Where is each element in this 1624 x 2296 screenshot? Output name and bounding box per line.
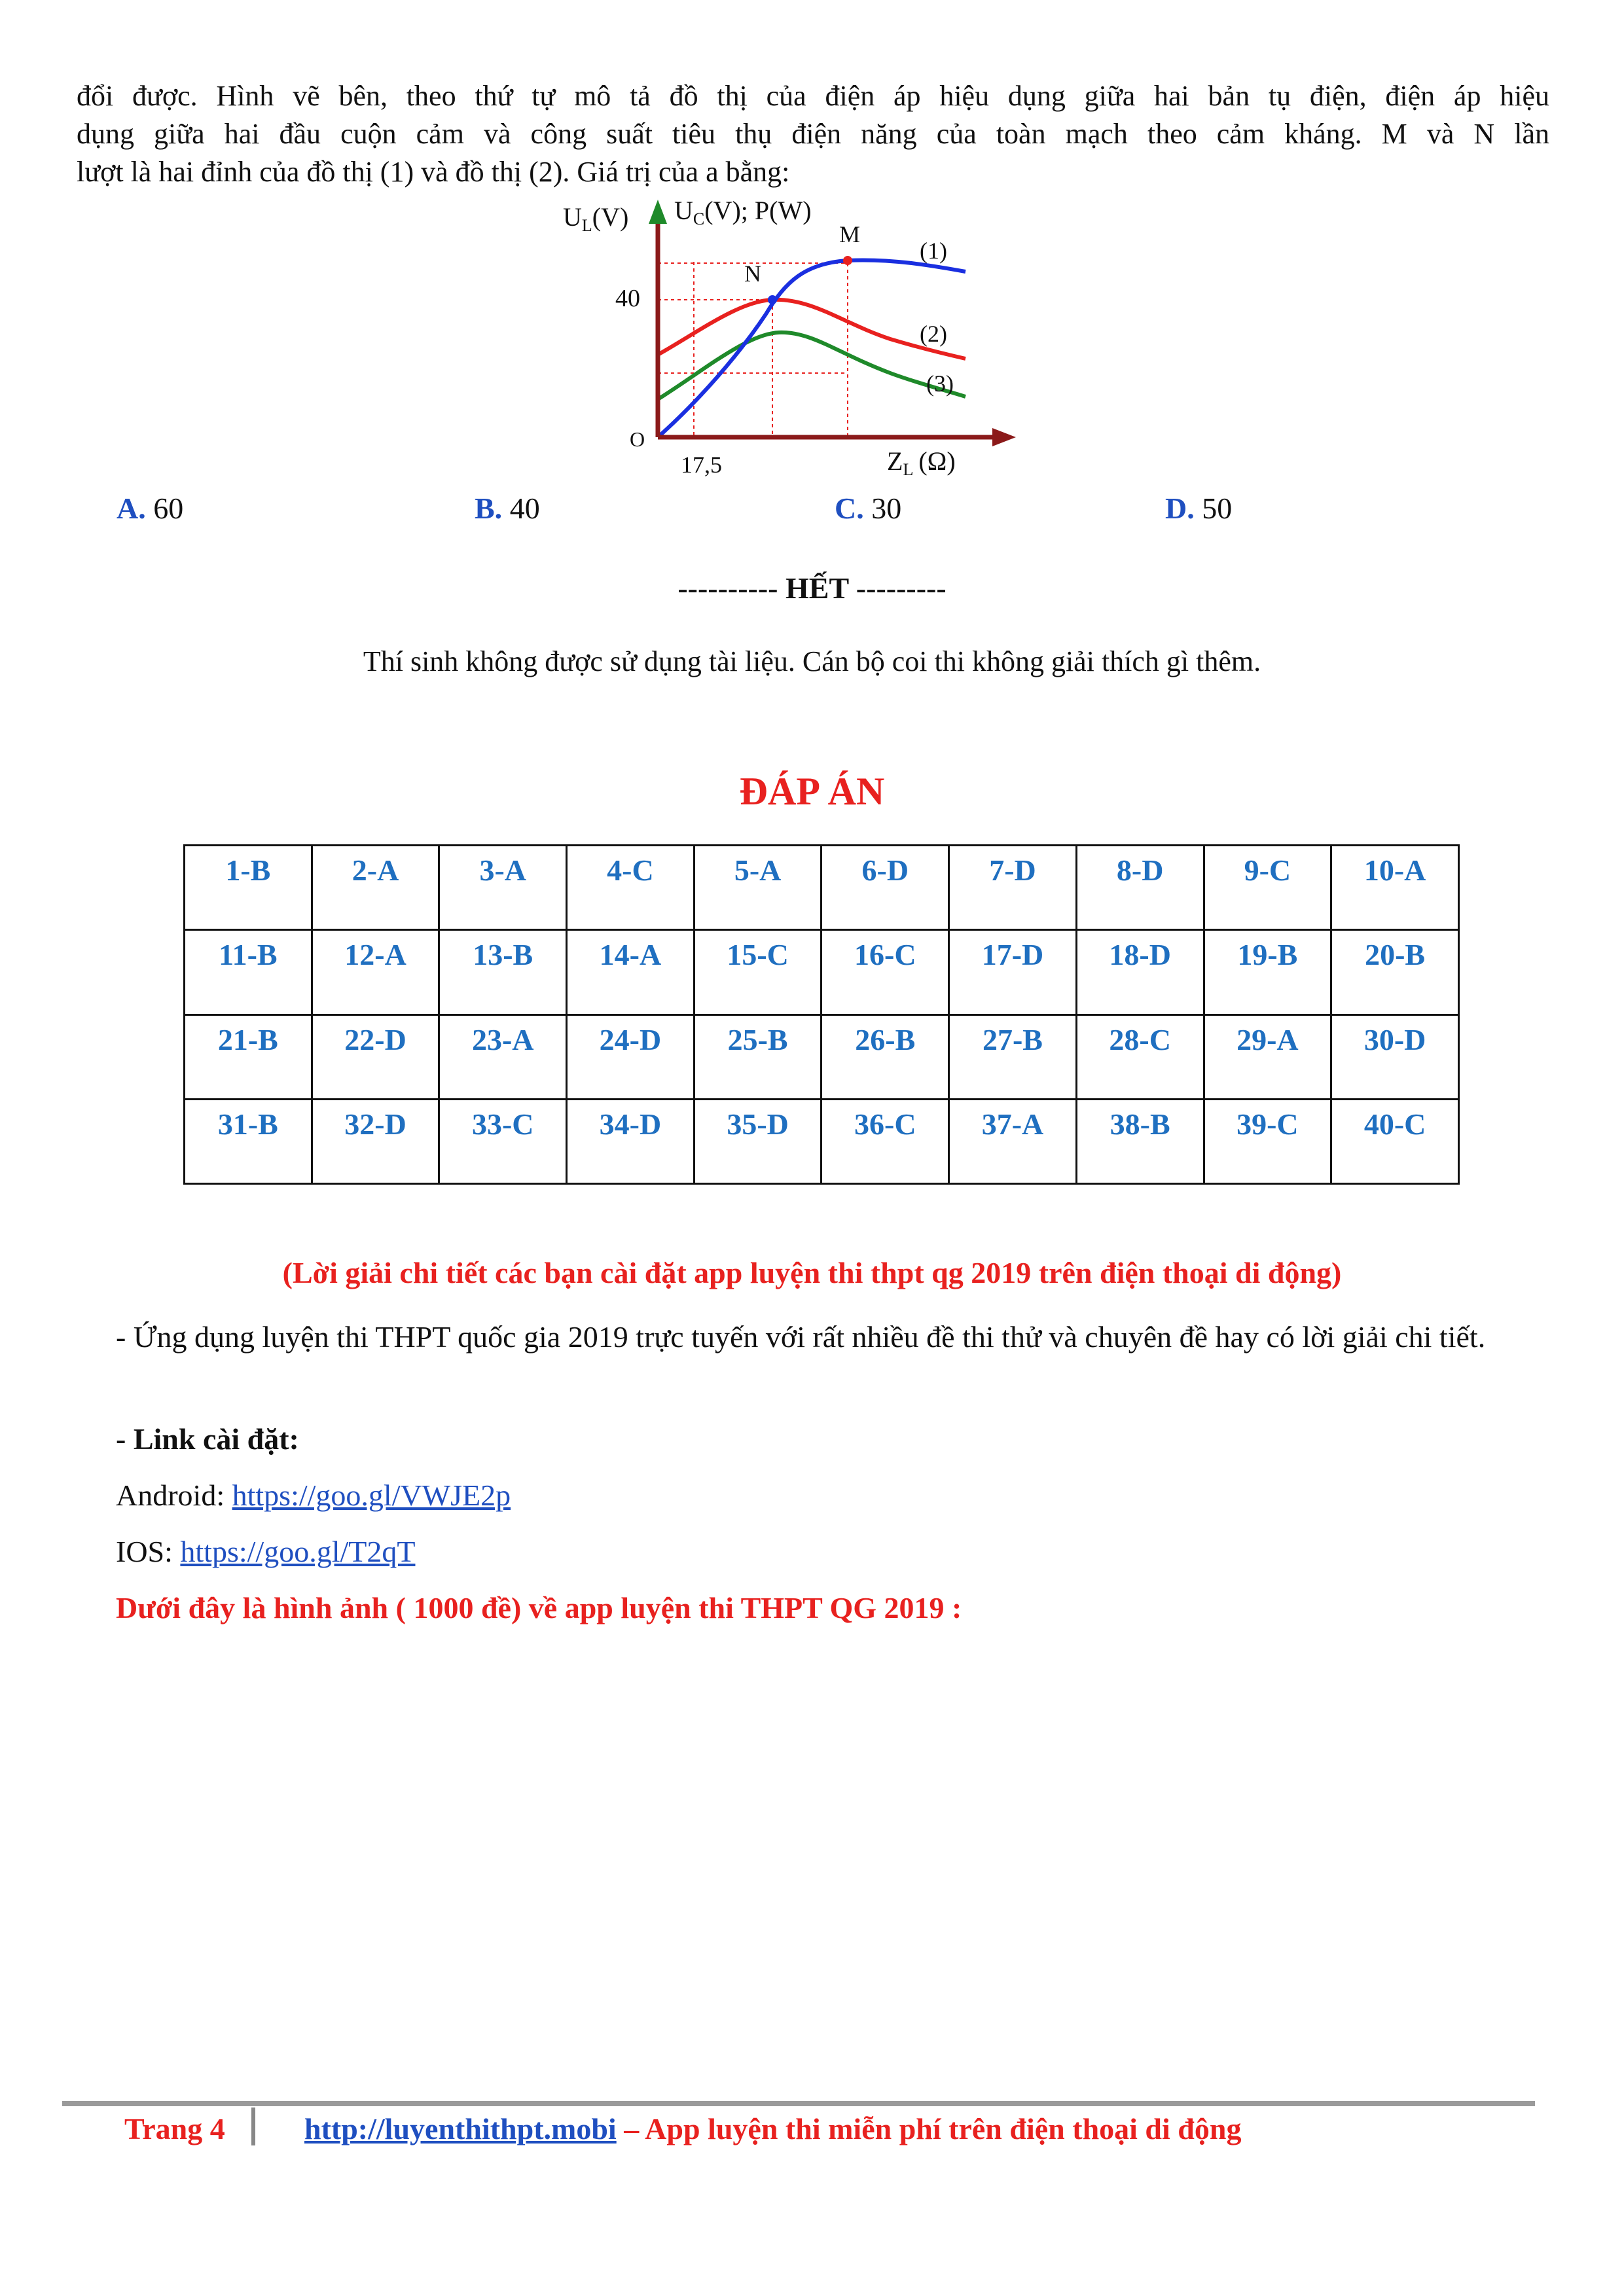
images-note: Dưới đây là hình ảnh ( 1000 đề) về app luyện thi THPT QG 2019 : (116, 1591, 962, 1624)
answer-cell: 17-D (949, 930, 1077, 1014)
question-line-1: đổi được. Hình vẽ bên, theo thứ tự mô tả đồ thị của điện áp hiệu dụng giữa hai bản tụ điện, điện áp hiệu (77, 80, 1549, 112)
ios-line (116, 1534, 415, 1569)
answer-cell: 18-D (1076, 930, 1204, 1014)
answer-cell: 25-B (694, 1014, 821, 1099)
option-c-letter: C. (835, 492, 864, 525)
answer-cell: 23-A (439, 1014, 567, 1099)
x-label: $Z_L$ (Ω) (887, 446, 956, 479)
question-line-3: lượt là hai đỉnh của đồ thị (1) và đồ thị (2). Giá trị của a bằng: (77, 156, 790, 188)
origin-label: O (630, 427, 645, 451)
x-tick-17-5: 17,5 (681, 452, 722, 478)
answer-cell: 37-A (949, 1099, 1077, 1183)
answer-cell: 31-B (185, 1099, 312, 1183)
footer-tagline: – App luyện thi miễn phí trên điện thoại di động (616, 2112, 1242, 2145)
answer-table (183, 844, 1460, 1185)
option-b-letter: B. (475, 492, 503, 525)
answer-cell: 33-C (439, 1099, 567, 1183)
answer-cell: 21-B (185, 1014, 312, 1099)
answer-cell: 35-D (694, 1099, 821, 1183)
footer-rule (62, 2101, 1535, 2106)
option-a-letter: A. (117, 492, 146, 525)
point-n-marker (768, 295, 777, 304)
answer-cell: 34-D (567, 1099, 695, 1183)
answer-cell: 2-A (312, 846, 439, 930)
y-tick-40: 40 (615, 285, 640, 312)
y-label-right: $U_C(V)$; P(W) (674, 196, 812, 228)
answers-title: ĐÁP ÁN (739, 770, 885, 813)
answer-cell: 26-B (821, 1014, 949, 1099)
answer-cell: 6-D (821, 846, 949, 930)
app-description-text: - Ứng dụng luyện thi THPT quốc gia 2019 trực tuyến với rất nhiều đề thi thử và chuyên đề hay có lời giải chi tiết. (116, 1320, 1486, 1354)
question-line-2: dụng giữa hai đầu cuộn cảm và công suất tiêu thụ điện năng của toàn mạch theo cảm kháng. M và N lần (77, 118, 1549, 150)
label-m: M (839, 221, 861, 247)
table-row (185, 846, 1459, 930)
answer-cell: 14-A (567, 930, 695, 1014)
option-a-value: 60 (153, 492, 184, 525)
answer-cell: 32-D (312, 1099, 439, 1183)
footer-page: Trang 4 (124, 2112, 225, 2145)
option-d-value: 50 (1202, 492, 1233, 525)
ios-link[interactable]: https://goo.gl/T2qT (180, 1535, 416, 1568)
answer-cell: 24-D (567, 1014, 695, 1099)
table-row (185, 1099, 1459, 1183)
answer-cell: 29-A (1204, 1014, 1331, 1099)
option-b (475, 490, 540, 528)
option-d-letter: D. (1165, 492, 1195, 525)
axes (658, 219, 1008, 437)
footer-separator (251, 2108, 255, 2145)
android-link[interactable]: https://goo.gl/VWJE2p (232, 1479, 511, 1512)
install-label: - Link cài đặt: (116, 1422, 299, 1456)
answer-cell: 28-C (1076, 1014, 1204, 1099)
answer-cell: 38-B (1076, 1099, 1204, 1183)
curve-1-label: (1) (920, 238, 947, 264)
answer-cell: 15-C (694, 930, 821, 1014)
answer-cell: 4-C (567, 846, 695, 930)
answer-cell: 40-C (1331, 1099, 1459, 1183)
answer-cell: 10-A (1331, 846, 1459, 930)
answer-cell: 13-B (439, 930, 567, 1014)
footer-text (304, 2111, 1241, 2146)
exam-note: Thí sinh không được sử dụng tài liệu. Cán bộ coi thi không giải thích gì thêm. (363, 645, 1261, 677)
answer-cell: 22-D (312, 1014, 439, 1099)
option-a (117, 490, 183, 528)
answer-cell: 11-B (185, 930, 312, 1014)
y-label-left: $U_L(V)$ (563, 202, 629, 235)
answer-cell: 3-A (439, 846, 567, 930)
option-d (1165, 490, 1232, 528)
answer-cell: 36-C (821, 1099, 949, 1183)
y-axis-arrow (649, 200, 667, 224)
android-line (116, 1478, 511, 1513)
answer-cell: 1-B (185, 846, 312, 930)
answer-cell: 20-B (1331, 930, 1459, 1014)
x-axis-arrow (992, 428, 1016, 446)
option-b-value: 40 (509, 492, 540, 525)
answer-cell: 27-B (949, 1014, 1077, 1099)
app-description (77, 1309, 1556, 1365)
end-marker: ---------- HẾT --------- (677, 571, 947, 605)
label-n: N (744, 260, 761, 287)
option-c (835, 490, 901, 528)
android-label: Android: (116, 1479, 232, 1512)
ios-label: IOS: (116, 1535, 181, 1568)
solution-note: (Lời giải chi tiết các bạn cài đặt app luyện thi thpt qg 2019 trên điện thoại di động) (282, 1256, 1342, 1289)
answer-cell: 16-C (821, 930, 949, 1014)
option-c-value: 30 (871, 492, 902, 525)
answer-cell: 5-A (694, 846, 821, 930)
table-row (185, 1014, 1459, 1099)
answer-cell: 30-D (1331, 1014, 1459, 1099)
point-m-marker (843, 256, 852, 265)
footer-url[interactable]: http://luyenthithpt.mobi (304, 2112, 617, 2145)
curve-2-label: (2) (920, 321, 947, 347)
answer-cell: 19-B (1204, 930, 1331, 1014)
graph-figure (550, 190, 1021, 484)
answer-cell: 12-A (312, 930, 439, 1014)
question-text (77, 77, 1549, 191)
curve-3-label: (3) (926, 370, 954, 397)
answer-cell: 9-C (1204, 846, 1331, 930)
answer-cell: 8-D (1076, 846, 1204, 930)
answer-cell: 7-D (949, 846, 1077, 930)
table-row (185, 930, 1459, 1014)
answer-cell: 39-C (1204, 1099, 1331, 1183)
